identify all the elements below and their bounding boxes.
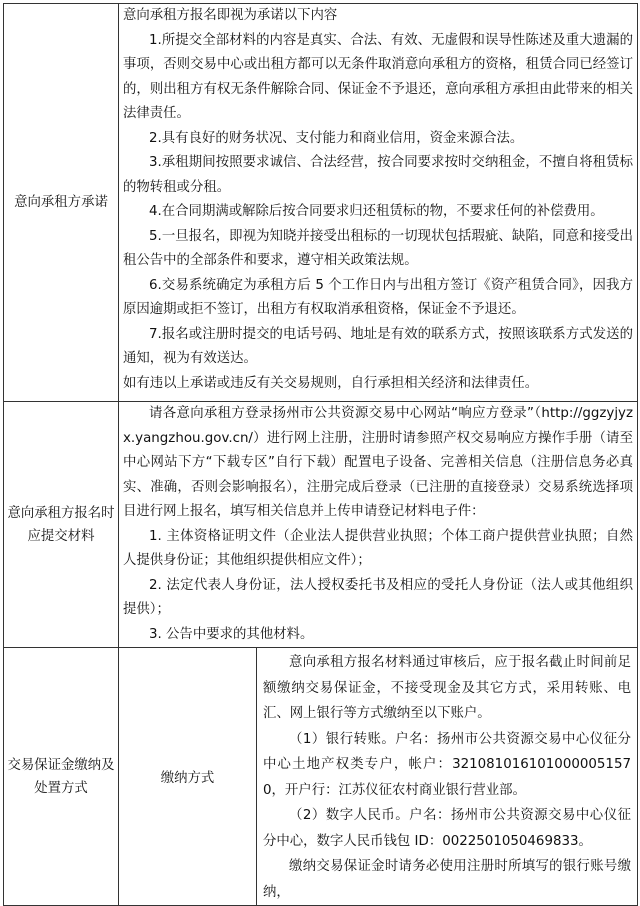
commitment-item-2: 2.具有良好的财务状况、支付能力和商业信用，资金来源合法。: [149, 130, 524, 146]
commitment-item-4: 4.在合同期满或解除后按合同要求归还租赁标的物，不要求任何的补偿费用。: [149, 204, 604, 219]
commitment-item-5: 5.一旦报名，即视为知晓并接受出租标的一切现状包括瑕疵、缺陷，同意和接受出租公告中的全部条件和要求，遵守相关政策法规。: [123, 228, 633, 268]
deposit-row: [4, 648, 638, 906]
deposit-paragraph-3: （2）数字人民币。户名：扬州市公共资源交易中心仪征分中心，数字人民币钱包 ID：0022501050469833。: [263, 808, 631, 849]
materials-item-3: 3. 公告中要求的其他材料。: [149, 626, 314, 642]
commitment-item-3: 3.承租期间按照要求诚信、合法经营，按合同要求按时交纳租金，不擅自将租赁标的物转租或分租。: [123, 155, 633, 195]
deposit-paragraph-2: （1）银行转账。户名：扬州市公共资源交易中心仪征分中心土地产权类专户，帐户：3210810161010000051570，开户行：江苏仪征农村商业银行营业部。: [263, 731, 631, 798]
deposit-label: 交易保证金缴纳及处置方式: [4, 648, 119, 906]
materials-item-2: 2. 法定代表人身份证，法人授权委托书及相应的受托人身份证（法人或其他组织提供）；: [123, 577, 633, 617]
materials-content: [119, 402, 638, 648]
materials-item-1: 1. 主体资格证明文件（企业法人提供营业执照；个体工商户提供营业执照；自然人提供身份证；其他组织提供相应文件）；: [123, 528, 633, 568]
materials-label: 意向承租方报名时应提交材料: [4, 402, 119, 648]
deposit-method-label: 缴纳方式: [119, 648, 257, 906]
commitment-closing: 如有违以上承诺或违反有关交易规则，自行承担相关经济和法律责任。: [123, 375, 539, 391]
deposit-content: [257, 648, 638, 906]
materials-row: [4, 402, 638, 648]
deposit-paragraph-4: 缴纳交易保证金时请务必使用注册时所填写的银行账号缴纳，: [263, 859, 631, 900]
commitment-label: 意向承租方承诺: [4, 4, 119, 402]
commitment-item-7: 7.报名或注册时提交的电话号码、地址是有效的联系方式，按照该联系方式发送的通知，视为有效送达。: [123, 326, 633, 366]
commitment-content: [119, 4, 638, 402]
deposit-paragraph-1: 意向承租方报名材料通过审核后，应于报名截止时间前足额缴纳交易保证金，不接受现金及其它方式，采用转账、电汇、网上银行等方式缴纳至以下账户。: [263, 655, 631, 721]
commitment-item-1: 1.所提交全部材料的内容是真实、合法、有效、无虚假和误导性陈述及重大遗漏的事项，否则交易中心或出租方都可以无条件取消意向承租方的资格，租赁合同已经签订的，则出租方有权无条件解除合同、保证金不予退还，意向承租方承担由此带来的相关法律责任。: [123, 32, 633, 121]
commitment-heading: 意向承租方报名即视为承诺以下内容: [123, 8, 338, 23]
commitment-row: [4, 4, 638, 402]
materials-intro: 请各意向承租方登录扬州市公共资源交易中心网站“响应方登录”（http://ggzyjyzx.yangzhou.gov.cn/）进行网上注册，注册时请参照产权交易响应方操作手册（请至中心网站下方“下载专区”自行下载）配置电子设备、完善相关信息（注册信息务必真实、准确，否则会影响报名），注册完成后登录（已注册的直接登录）交易系统选择项目进行网上报名，填写相关信息并上传申请登记材料电子件：: [123, 406, 633, 519]
commitment-item-6: 6.交易系统确定为承租方后 5 个工作日内与出租方签订《资产租赁合同》，因我方原因逾期或拒不签订，出租方有权取消承租资格，保证金不予退还。: [123, 277, 633, 317]
document-table: [3, 3, 638, 906]
